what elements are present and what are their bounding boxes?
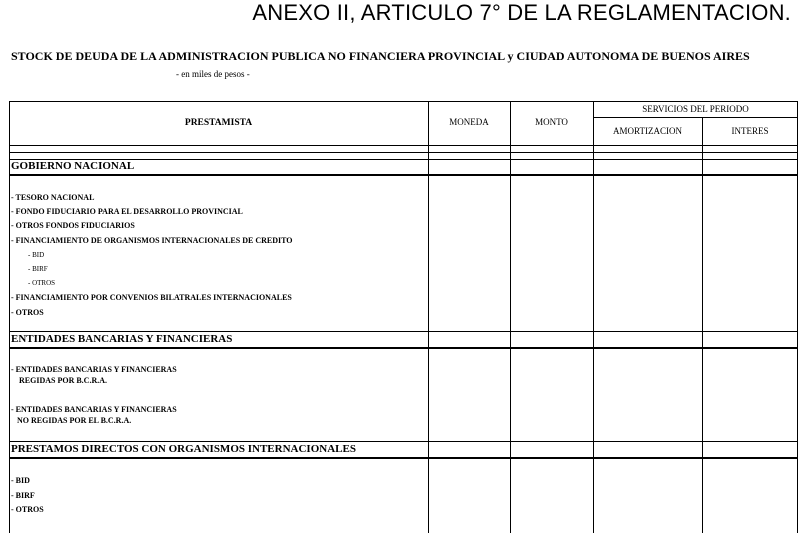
table-border-left [9, 101, 10, 533]
header-monto: MONTO [535, 117, 568, 127]
col-divider-moneda [428, 101, 429, 533]
document-title: STOCK DE DEUDA DE LA ADMINISTRACION PUBLICA NO FINANCIERA PROVINCIAL y CIUDAD AUTONOMA DE BUENOS AIRES [11, 49, 750, 63]
section-bottom-gobierno [9, 174, 798, 176]
row-prestamos-otros: - OTROS [11, 505, 44, 514]
row-financiamiento-organismos: - FINANCIAMIENTO DE ORGANISMOS INTERNACIONALES DE CREDITO [11, 236, 293, 245]
col-divider-amortizacion [593, 101, 594, 533]
servicios-divider [593, 117, 798, 118]
header-amortizacion: AMORTIZACION [613, 126, 682, 136]
row-bancarias-regidas: - ENTIDADES BANCARIAS Y FINANCIERAS [11, 365, 177, 374]
section-title-prestamos: PRESTAMOS DIRECTOS CON ORGANISMOS INTERNACIONALES [11, 443, 356, 455]
spacer-line [9, 152, 798, 153]
row-otros-fondos: - OTROS FONDOS FIDUCIARIOS [11, 221, 135, 230]
row-otros-gobierno: - OTROS [11, 308, 44, 317]
row-bid-sub: - BID [28, 251, 45, 259]
annex-title: ANEXO II, ARTICULO 7° DE LA REGLAMENTACION. [252, 0, 791, 25]
row-bancarias-no-regidas-cont: NO REGIDAS POR EL B.C.R.A. [17, 416, 132, 425]
section-title-gobierno: GOBIERNO NACIONAL [11, 160, 135, 172]
row-fondo-fiduciario: - FONDO FIDUCIARIO PARA EL DESARROLLO PROVINCIAL [11, 207, 243, 216]
section-top-prestamos [9, 441, 798, 442]
row-prestamos-bid: - BID [11, 476, 30, 485]
section-bottom-bancarias [9, 347, 798, 349]
section-bottom-prestamos [9, 457, 798, 459]
header-moneda: MONEDA [449, 117, 489, 127]
section-title-bancarias: ENTIDADES BANCARIAS Y FINANCIERAS [11, 333, 233, 345]
header-prestamista: PRESTAMISTA [184, 118, 253, 128]
row-birf-sub: - BIRF [28, 265, 48, 273]
row-prestamos-birf: - BIRF [11, 491, 35, 500]
row-convenios-bilaterales: - FINANCIAMIENTO POR CONVENIOS BILATRALES INTERNACIONALES [11, 293, 292, 302]
table-border-right [797, 101, 798, 533]
units-note: - en miles de pesos - [176, 69, 250, 79]
section-top-bancarias [9, 331, 798, 332]
header-interes: INTERES [731, 126, 769, 136]
table-border-top [9, 101, 798, 102]
header-servicios: SERVICIOS DEL PERIODO [642, 104, 749, 114]
header-bottom [9, 145, 798, 146]
row-otros-sub: - OTROS [28, 279, 56, 287]
row-tesoro: - TESORO NACIONAL [11, 193, 95, 202]
col-divider-interes [702, 117, 703, 533]
col-divider-monto [510, 101, 511, 533]
row-bancarias-regidas-cont: REGIDAS POR B.C.R.A. [19, 376, 108, 385]
row-bancarias-no-regidas: - ENTIDADES BANCARIAS Y FINANCIERAS [11, 405, 177, 414]
